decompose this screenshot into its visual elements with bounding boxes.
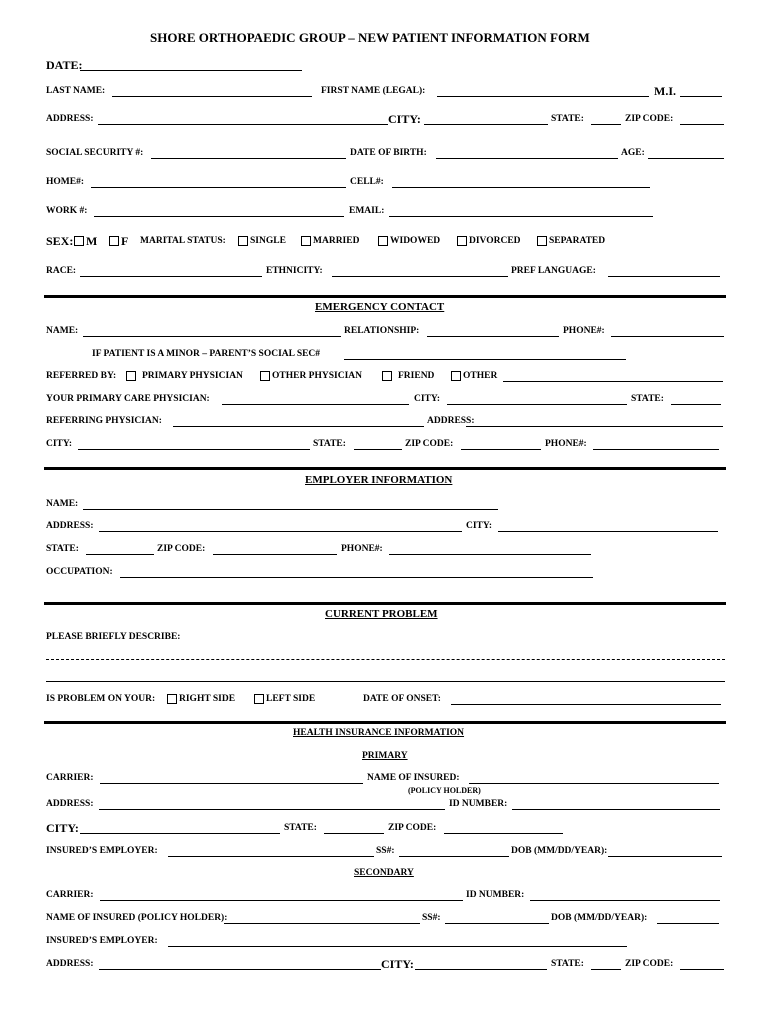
- married-label: MARRIED: [313, 236, 360, 246]
- ss2-field[interactable]: [445, 923, 549, 924]
- mi-label: M.I.: [654, 84, 676, 98]
- insurance-address-field[interactable]: [99, 809, 445, 810]
- dob-field[interactable]: [436, 158, 618, 159]
- age-label: AGE:: [621, 148, 645, 158]
- referring-zip-field[interactable]: [461, 449, 541, 450]
- relationship-label: RELATIONSHIP:: [344, 326, 420, 336]
- last-name-label: LAST NAME:: [46, 86, 106, 96]
- address2-label: ADDRESS:: [46, 959, 94, 969]
- age-field[interactable]: [648, 158, 724, 159]
- referring-city-label: CITY:: [46, 439, 73, 449]
- secondary-heading: SECONDARY: [354, 868, 414, 878]
- problem-side-label: IS PROBLEM ON YOUR:: [46, 694, 156, 704]
- divorced-label: DIVORCED: [469, 236, 521, 246]
- employer-city-field[interactable]: [498, 531, 718, 532]
- pref-language-label: PREF LANGUAGE:: [511, 266, 596, 276]
- ssn-label: SOCIAL SECURITY #:: [46, 148, 144, 158]
- single-checkbox[interactable]: [238, 236, 248, 246]
- cell-label: CELL#:: [350, 177, 384, 187]
- state-field[interactable]: [591, 124, 621, 125]
- pref-language-field[interactable]: [608, 276, 720, 277]
- single-label: SINGLE: [250, 236, 286, 246]
- describe-line-2[interactable]: [46, 681, 725, 682]
- zip-label: ZIP CODE:: [625, 114, 674, 124]
- referring-zip-label: ZIP CODE:: [405, 439, 454, 449]
- emergency-name-field[interactable]: [83, 336, 341, 337]
- dob-label: DATE OF BIRTH:: [350, 148, 427, 158]
- insured-employer2-field[interactable]: [168, 946, 627, 947]
- name-insured-field[interactable]: [469, 783, 719, 784]
- minor-field[interactable]: [344, 359, 626, 360]
- onset-field[interactable]: [451, 704, 721, 705]
- insured-ss-field[interactable]: [399, 856, 509, 857]
- id-number-label: ID NUMBER:: [449, 799, 508, 809]
- divorced-checkbox[interactable]: [457, 236, 467, 246]
- dob2-field[interactable]: [657, 923, 719, 924]
- referring-field[interactable]: [173, 426, 424, 427]
- widowed-checkbox[interactable]: [378, 236, 388, 246]
- referred-by-label: REFERRED BY:: [46, 371, 117, 381]
- employer-name-field[interactable]: [83, 509, 498, 510]
- id-number2-label: ID NUMBER:: [466, 890, 525, 900]
- employer-address-label: ADDRESS:: [46, 521, 94, 531]
- emergency-name-label: NAME:: [46, 326, 79, 336]
- address-label: ADDRESS:: [46, 114, 94, 124]
- city2-label: CITY:: [381, 957, 414, 971]
- city-label: CITY:: [388, 112, 421, 126]
- describe-line-1[interactable]: [46, 659, 725, 660]
- name-insured-label: NAME OF INSURED:: [367, 773, 460, 783]
- problem-heading: CURRENT PROBLEM: [325, 608, 438, 620]
- employer-heading: EMPLOYER INFORMATION: [305, 474, 453, 486]
- insured-employer-label: INSURED’S EMPLOYER:: [46, 846, 158, 856]
- zip2-label: ZIP CODE:: [625, 959, 674, 969]
- primary-physician-checkbox[interactable]: [126, 371, 136, 381]
- first-name-label: FIRST NAME (LEGAL):: [321, 86, 426, 96]
- date-label: DATE:: [46, 58, 83, 72]
- ethnicity-field[interactable]: [332, 276, 508, 277]
- right-side-label: RIGHT SIDE: [179, 694, 236, 704]
- state-label: STATE:: [551, 114, 584, 124]
- separated-label: SEPARATED: [549, 236, 606, 246]
- married-checkbox[interactable]: [301, 236, 311, 246]
- id-number2-field[interactable]: [530, 900, 720, 901]
- last-name-field[interactable]: [112, 96, 312, 97]
- minor-label: IF PATIENT IS A MINOR – PARENT’S SOCIAL SEC#: [92, 349, 321, 359]
- first-name-field[interactable]: [437, 96, 649, 97]
- left-side-checkbox[interactable]: [254, 694, 264, 704]
- sex-m-label: M: [86, 234, 98, 248]
- employer-zip-label: ZIP CODE:: [157, 544, 206, 554]
- widowed-label: WIDOWED: [390, 236, 441, 246]
- section-divider: [44, 467, 726, 470]
- work-field[interactable]: [94, 216, 344, 217]
- onset-label: DATE OF ONSET:: [363, 694, 441, 704]
- employer-state-field[interactable]: [86, 554, 154, 555]
- section-divider: [44, 721, 726, 724]
- other-checkbox[interactable]: [451, 371, 461, 381]
- pcp-state-label: STATE:: [631, 394, 664, 404]
- emergency-phone-label: PHONE#:: [563, 326, 605, 336]
- section-divider: [44, 295, 726, 298]
- race-field[interactable]: [80, 276, 262, 277]
- other-physician-label: OTHER PHYSICIAN: [272, 371, 362, 381]
- referring-city-field[interactable]: [78, 449, 310, 450]
- dob2-label: DOB (MM/DD/YEAR):: [551, 913, 648, 923]
- insurance-city-label: CITY:: [46, 821, 79, 835]
- insurance-zip-field[interactable]: [444, 833, 563, 834]
- describe-label: PLEASE BRIEFLY DESCRIBE:: [46, 632, 181, 642]
- form-title: SHORE ORTHOPAEDIC GROUP – NEW PATIENT INFORMATION FORM: [150, 30, 590, 45]
- sex-m-checkbox[interactable]: [74, 236, 84, 246]
- other-label: OTHER: [463, 371, 498, 381]
- referring-state-field[interactable]: [354, 449, 402, 450]
- insured-dob-field[interactable]: [608, 856, 722, 857]
- insured-ss-label: SS#:: [376, 846, 395, 856]
- policy-holder-note: (POLICY HOLDER): [408, 786, 481, 795]
- occupation-field[interactable]: [120, 577, 593, 578]
- mi-field[interactable]: [680, 96, 722, 97]
- left-side-label: LEFT SIDE: [266, 694, 316, 704]
- insurance-city-field[interactable]: [80, 833, 280, 834]
- name-insured2-field[interactable]: [224, 923, 420, 924]
- home-field[interactable]: [91, 187, 346, 188]
- employer-name-label: NAME:: [46, 499, 79, 509]
- insured-employer2-label: INSURED’S EMPLOYER:: [46, 936, 158, 946]
- name-insured2-label: NAME OF INSURED (POLICY HOLDER):: [46, 913, 228, 923]
- referring-address-label: ADDRESS:: [427, 416, 475, 426]
- insured-employer-field[interactable]: [168, 856, 374, 857]
- insured-dob-label: DOB (MM/DD/YEAR):: [511, 846, 608, 856]
- employer-city-label: CITY:: [466, 521, 493, 531]
- marital-label: MARITAL STATUS:: [140, 236, 226, 246]
- employer-state-label: STATE:: [46, 544, 79, 554]
- work-label: WORK #:: [46, 206, 88, 216]
- email-field[interactable]: [389, 216, 653, 217]
- insurance-state-label: STATE:: [284, 823, 317, 833]
- insurance-address-label: ADDRESS:: [46, 799, 94, 809]
- employer-phone-label: PHONE#:: [341, 544, 383, 554]
- friend-checkbox[interactable]: [382, 371, 392, 381]
- sex-label: SEX:: [46, 234, 74, 248]
- pcp-field[interactable]: [222, 404, 409, 405]
- carrier-field[interactable]: [100, 783, 363, 784]
- email-label: EMAIL:: [349, 206, 385, 216]
- friend-label: FRIEND: [398, 371, 435, 381]
- id-number-field[interactable]: [512, 809, 720, 810]
- referring-label: REFERRING PHYSICIAN:: [46, 416, 162, 426]
- address2-field[interactable]: [99, 969, 381, 970]
- right-side-checkbox[interactable]: [167, 694, 177, 704]
- referring-state-label: STATE:: [313, 439, 346, 449]
- ethnicity-label: ETHNICITY:: [266, 266, 323, 276]
- date-field[interactable]: [80, 70, 302, 71]
- employer-zip-field[interactable]: [213, 554, 337, 555]
- state2-field[interactable]: [591, 969, 621, 970]
- referring-address-field[interactable]: [466, 426, 723, 427]
- cell-field[interactable]: [392, 187, 650, 188]
- relationship-field[interactable]: [427, 336, 559, 337]
- insurance-heading: HEALTH INSURANCE INFORMATION: [293, 728, 465, 738]
- carrier2-field[interactable]: [100, 900, 463, 901]
- other-field[interactable]: [503, 381, 723, 382]
- home-label: HOME#:: [46, 177, 84, 187]
- primary-physician-label: PRIMARY PHYSICIAN: [142, 371, 243, 381]
- emergency-phone-field[interactable]: [611, 336, 724, 337]
- zip2-field[interactable]: [680, 969, 724, 970]
- sex-f-label: F: [121, 234, 129, 248]
- race-label: RACE:: [46, 266, 77, 276]
- pcp-label: YOUR PRIMARY CARE PHYSICIAN:: [46, 394, 210, 404]
- zip-field[interactable]: [680, 124, 724, 125]
- referring-phone-label: PHONE#:: [545, 439, 587, 449]
- carrier2-label: CARRIER:: [46, 890, 94, 900]
- pcp-city-label: CITY:: [414, 394, 441, 404]
- insurance-state-field[interactable]: [324, 833, 384, 834]
- city-field[interactable]: [424, 124, 548, 125]
- primary-heading: PRIMARY: [362, 751, 408, 761]
- separated-checkbox[interactable]: [537, 236, 547, 246]
- emergency-heading: EMERGENCY CONTACT: [315, 301, 445, 313]
- address-field[interactable]: [98, 124, 388, 125]
- state2-label: STATE:: [551, 959, 584, 969]
- referring-phone-field[interactable]: [593, 449, 719, 450]
- occupation-label: OCCUPATION:: [46, 567, 113, 577]
- insurance-zip-label: ZIP CODE:: [388, 823, 437, 833]
- employer-address-field[interactable]: [99, 531, 462, 532]
- city2-field[interactable]: [415, 969, 547, 970]
- ss2-label: SS#:: [422, 913, 441, 923]
- employer-phone-field[interactable]: [389, 554, 591, 555]
- pcp-state-field[interactable]: [671, 404, 721, 405]
- sex-f-checkbox[interactable]: [109, 236, 119, 246]
- section-divider: [44, 602, 726, 605]
- pcp-city-field[interactable]: [447, 404, 627, 405]
- ssn-field[interactable]: [151, 158, 346, 159]
- carrier-label: CARRIER:: [46, 773, 94, 783]
- other-physician-checkbox[interactable]: [260, 371, 270, 381]
